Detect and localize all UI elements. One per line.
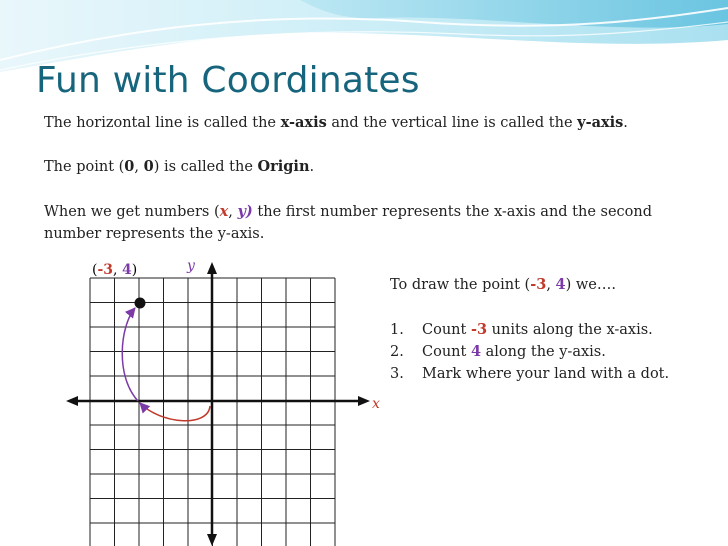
origin-definition: The point (0, 0) is called the Origin.	[44, 158, 315, 175]
y-axis-label: y	[187, 258, 195, 274]
count-y-arrow	[122, 308, 138, 401]
instruction-step: 1. Count -3 units along the x-axis.	[390, 321, 653, 338]
x-axis-y-axis-definition: The horizontal line is called the x-axis and the vertical line is called the y-axis.	[44, 114, 628, 131]
x-axis-label: x	[372, 396, 380, 412]
slide-title: Fun with Coordinates	[36, 60, 420, 101]
instruction-step: 2. Count 4 along the y-axis.	[390, 343, 606, 360]
coordinate-grid-figure	[60, 256, 390, 546]
instruction-steps	[390, 319, 669, 385]
x-axis-line	[66, 396, 370, 406]
plotted-point-dot	[135, 298, 146, 309]
instructions-title: To draw the point (-3, 4) we….	[390, 276, 616, 293]
y-axis-line	[207, 262, 217, 546]
point-label: (-3, 4)	[92, 262, 138, 278]
coordinate-order-explanation: When we get numbers (x, y) the first number represents the x-axis and the second number represents the y-axis.	[44, 203, 653, 242]
instruction-step: 3. Mark where your land with a dot.	[390, 366, 670, 382]
count-x-arrow	[140, 403, 210, 421]
